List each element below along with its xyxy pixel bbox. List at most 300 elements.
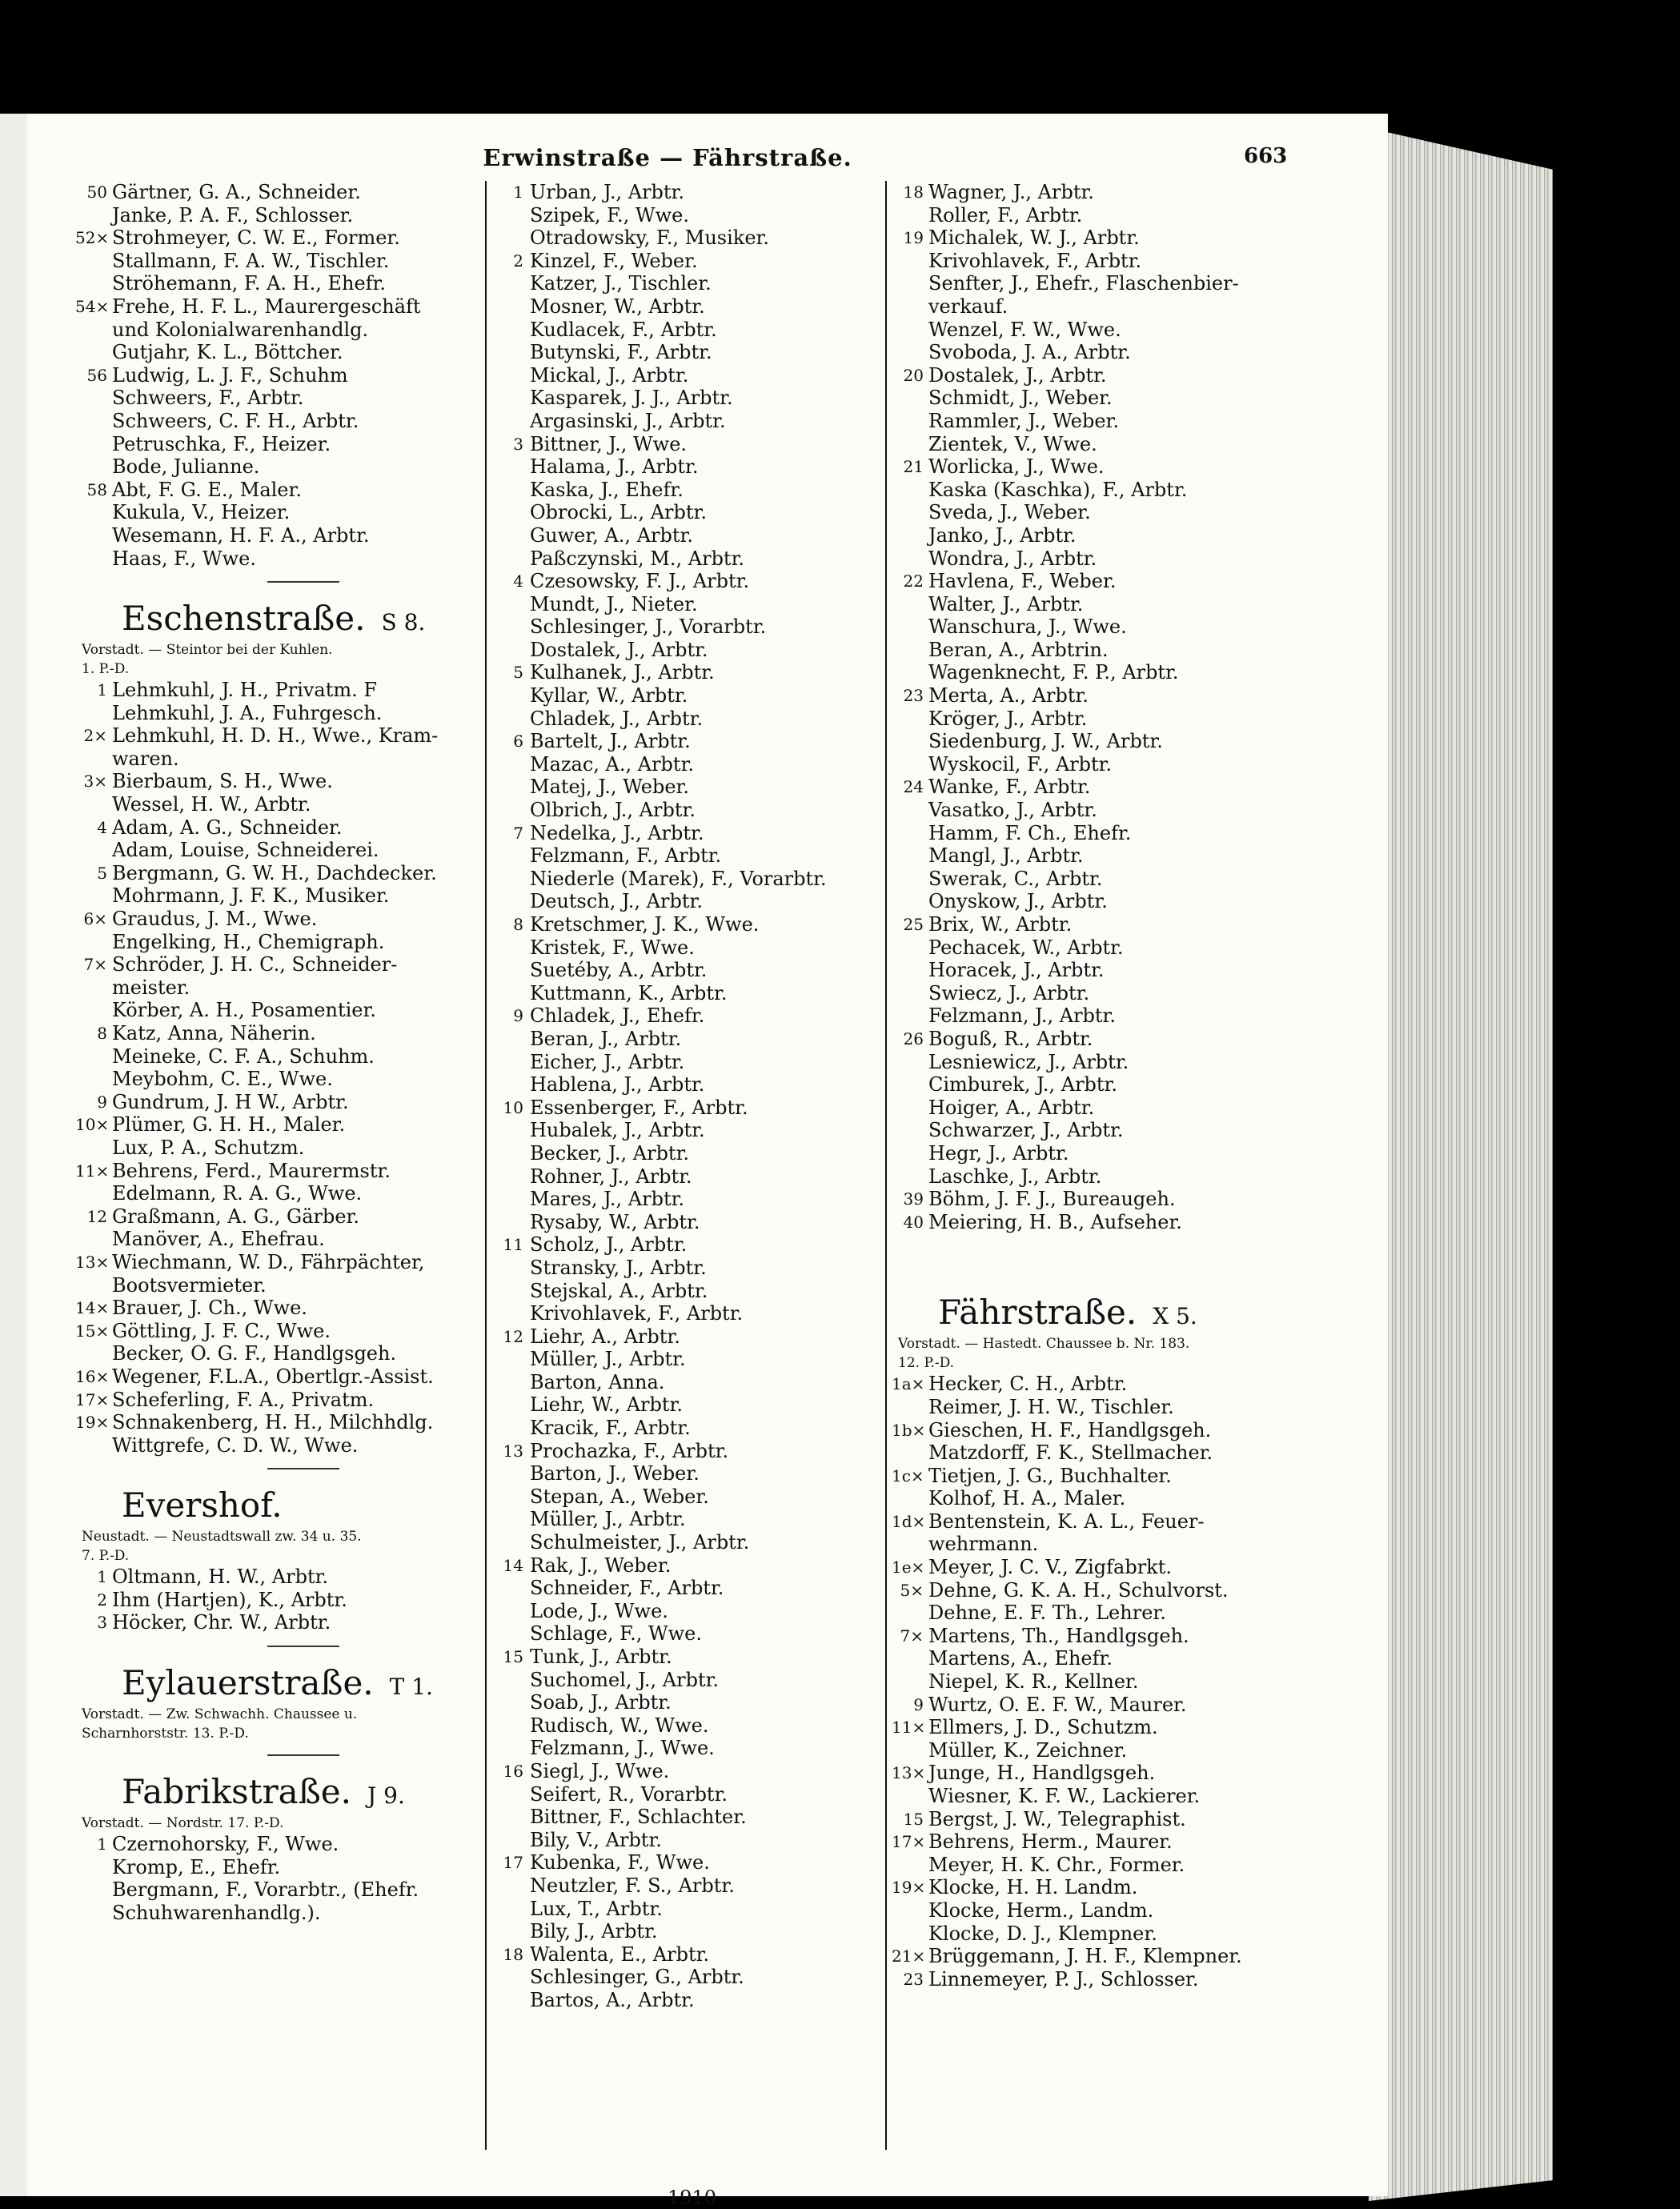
directory-entry — [75, 1833, 503, 1856]
house-number — [892, 479, 928, 502]
directory-entry — [892, 1373, 1308, 1396]
resident-text: Rysaby, W., Arbtr. — [530, 1210, 700, 1233]
resident-text: Obrocki, L., Arbtr. — [530, 501, 707, 524]
house-number: 8 — [97, 1024, 107, 1043]
directory-entry — [491, 1051, 924, 1074]
resident-text: Gieschen, H. F., Handlgsgeh. — [928, 1418, 1212, 1441]
house-number — [491, 410, 528, 433]
resident-text: Kukula, V., Heizer. — [112, 501, 291, 524]
resident-text: Klocke, H. H. Landm. — [928, 1876, 1138, 1899]
house-number — [491, 455, 528, 479]
directory-entry — [892, 410, 1308, 433]
directory-entry — [892, 615, 1308, 639]
resident-text: Rohner, J., Arbtr. — [530, 1165, 692, 1188]
street-location-note: Vorstadt. — Nordstr. 17. P.-D. — [82, 1815, 284, 1832]
resident-text: Olbrich, J., Arbtr. — [530, 799, 696, 822]
house-number — [491, 1577, 528, 1600]
resident-text: Müller, J., Arbtr. — [530, 1508, 686, 1531]
directory-entry — [491, 295, 924, 319]
directory-entry — [75, 1566, 503, 1589]
house-number: 21 — [903, 457, 924, 477]
house-number: 7 — [513, 823, 523, 843]
resident-text: Wagner, J., Arbtr. — [928, 181, 1094, 203]
resident-text: Schweers, C. F. H., Arbtr. — [112, 409, 359, 432]
directory-entry — [892, 1854, 1308, 1877]
directory-entry — [892, 547, 1308, 571]
directory-entry — [892, 341, 1308, 364]
directory-entry — [892, 1556, 1308, 1579]
directory-entry — [491, 1806, 924, 1829]
house-number: 21× — [892, 1946, 926, 1966]
directory-entry — [491, 1874, 924, 1898]
house-number: 10 — [503, 1097, 523, 1117]
house-number — [491, 753, 528, 776]
directory-entry — [892, 250, 1308, 273]
resident-text: Czesowsky, F. J., Arbtr. — [530, 570, 750, 593]
resident-text: Brüggemann, J. H. F., Klempner. — [928, 1945, 1242, 1968]
directory-entry — [892, 913, 1308, 936]
house-number — [892, 822, 928, 845]
resident-text: Otradowsky, F., Musiker. — [530, 227, 769, 250]
house-number — [75, 1228, 112, 1251]
house-number — [491, 1508, 528, 1531]
directory-entry — [491, 1073, 924, 1096]
directory-entry — [75, 341, 503, 364]
directory-entry — [491, 730, 924, 753]
house-number: 52× — [75, 228, 110, 248]
house-number — [491, 1119, 528, 1142]
resident-text: Schlage, F., Wwe. — [530, 1622, 702, 1646]
resident-text: Havlena, F., Weber. — [928, 570, 1117, 593]
directory-entry — [892, 661, 1308, 684]
house-number — [892, 844, 928, 868]
house-number: 11 — [503, 1235, 523, 1255]
house-number — [491, 1669, 528, 1692]
house-number — [491, 1806, 528, 1829]
directory-entry — [892, 1096, 1308, 1120]
house-number — [491, 1691, 528, 1714]
resident-text: Meineke, C. F. A., Schuhm. — [112, 1044, 375, 1068]
directory-entry — [892, 387, 1308, 410]
resident-text: Lux, T., Arbtr. — [530, 1897, 663, 1920]
house-number — [491, 1622, 528, 1646]
directory-entry — [491, 1417, 924, 1440]
resident-text: Ellmers, J. D., Schutzm. — [928, 1716, 1158, 1739]
street-location-note: 7. P.-D. — [82, 1548, 130, 1565]
street-grid-ref: X 5. — [1153, 1303, 1197, 1330]
resident-text: Lehmkuhl, J. A., Fuhrgesch. — [112, 701, 383, 724]
directory-entry — [75, 1113, 503, 1137]
house-number: 1b× — [892, 1420, 926, 1440]
house-number — [75, 455, 112, 479]
house-number: 9 — [97, 1092, 107, 1112]
house-number: 9 — [513, 1006, 523, 1026]
directory-entry — [892, 1694, 1308, 1717]
resident-text: Petruschka, F., Heizer. — [112, 432, 331, 455]
page-number: 663 — [1244, 144, 1288, 168]
house-number — [892, 272, 928, 295]
resident-text: Graßmann, A. G., Gärber. — [112, 1205, 359, 1228]
resident-text: Stepan, A., Weber. — [530, 1485, 709, 1508]
resident-text: Horacek, J., Arbtr. — [928, 959, 1105, 982]
house-number: 3 — [513, 434, 523, 454]
house-number — [491, 844, 528, 868]
resident-text: Kuttmann, K., Arbtr. — [530, 981, 728, 1004]
street-grid-ref: S 8. — [381, 609, 426, 636]
house-number — [892, 1602, 928, 1625]
street-location-note: Scharnhorststr. 13. P.-D. — [82, 1726, 249, 1742]
street-name: Eylauerstraße. — [122, 1663, 374, 1703]
house-number: 11× — [892, 1718, 926, 1738]
house-number: 1 — [97, 680, 107, 700]
resident-text: Siegl, J., Wwe. — [530, 1759, 670, 1782]
directory-entry — [75, 364, 503, 387]
resident-text: Beran, A., Arbtrin. — [928, 638, 1109, 661]
house-number — [75, 702, 112, 725]
directory-entry — [892, 1533, 1308, 1556]
house-number — [491, 1188, 528, 1211]
resident-text: Brix, W., Arbtr. — [928, 913, 1073, 936]
resident-text: Chladek, J., Ehefr. — [530, 1004, 705, 1028]
directory-entry — [491, 1898, 924, 1921]
resident-text: Wurtz, O. E. F. W., Maurer. — [928, 1693, 1187, 1716]
directory-entry — [491, 1211, 924, 1234]
resident-text: Graudus, J. M., Wwe. — [112, 908, 318, 931]
house-number — [892, 204, 928, 227]
house-number — [491, 227, 528, 250]
resident-text: Schuhwarenhandlg.). — [112, 1901, 321, 1924]
house-number — [75, 272, 112, 295]
street-heading — [892, 1285, 1308, 1334]
directory-entry — [75, 1589, 503, 1612]
house-number: 17× — [75, 1389, 110, 1409]
resident-text: Niepel, K. R., Kellner. — [928, 1670, 1139, 1694]
directory-entry — [892, 639, 1308, 662]
resident-text: Körber, A. H., Posamentier. — [112, 999, 376, 1022]
resident-text: Krivohlavek, F., Arbtr. — [530, 1302, 744, 1325]
street-location-note: Vorstadt. — Hastedt. Chaussee b. Nr. 183. — [898, 1336, 1190, 1353]
house-number — [892, 799, 928, 822]
resident-text: Behrens, Ferd., Maurermstr. — [112, 1159, 391, 1182]
house-number: 2× — [83, 726, 107, 746]
house-number — [892, 1119, 928, 1142]
house-number: 1d× — [892, 1511, 926, 1531]
house-number: 5 — [97, 863, 107, 883]
directory-entry — [892, 593, 1308, 616]
resident-text: Wanke, F., Arbtr. — [928, 776, 1091, 799]
directory-entry — [892, 1579, 1308, 1602]
resident-text: Frehe, H. F. L., Maurergeschäft — [112, 295, 421, 318]
directory-entry — [75, 1137, 503, 1160]
house-number — [75, 1902, 112, 1925]
resident-text: Gundrum, J. H W., Arbtr. — [112, 1090, 349, 1113]
directory-entry — [75, 1297, 503, 1320]
directory-entry — [75, 1022, 503, 1045]
resident-text: Dostalek, J., Arbtr. — [928, 363, 1107, 387]
resident-text: Walter, J., Arbtr. — [928, 592, 1084, 615]
directory-entry — [491, 1851, 924, 1874]
house-number: 3× — [83, 772, 107, 792]
footer-year: 1910 — [668, 2187, 717, 2209]
house-number: 16 — [503, 1761, 523, 1781]
resident-text: Felzmann, F., Arbtr. — [530, 844, 722, 868]
house-number — [491, 1462, 528, 1485]
directory-entry — [491, 1348, 924, 1371]
resident-text: Kudlacek, F., Arbtr. — [530, 318, 717, 341]
directory-entry — [892, 1922, 1308, 1946]
house-number: 8 — [513, 915, 523, 934]
house-number — [491, 799, 528, 822]
directory-entry — [892, 433, 1308, 456]
house-number — [75, 341, 112, 364]
house-number — [491, 1714, 528, 1738]
house-number — [491, 1966, 528, 1989]
directory-entry — [75, 272, 503, 295]
house-number — [892, 1051, 928, 1074]
resident-text: Felzmann, J., Wwe. — [530, 1737, 715, 1760]
resident-text: Sveda, J., Weber. — [928, 501, 1091, 524]
directory-entry — [491, 822, 924, 845]
house-number: 1 — [513, 182, 523, 202]
house-number — [892, 959, 928, 982]
resident-text: Martens, Th., Handlgsgeh. — [928, 1624, 1189, 1647]
house-number — [892, 250, 928, 273]
house-number — [491, 1829, 528, 1852]
resident-text: Linnemeyer, P. J., Schlosser. — [928, 1967, 1199, 1991]
house-number: 9 — [913, 1694, 924, 1714]
directory-entry — [75, 410, 503, 433]
house-number: 18 — [503, 1944, 523, 1964]
directory-entry — [892, 1830, 1308, 1854]
resident-text: Meybohm, C. E., Wwe. — [112, 1068, 333, 1091]
resident-text: Matzdorff, F. K., Stellmacher. — [928, 1441, 1213, 1465]
directory-entry — [75, 501, 503, 524]
directory-entry — [75, 1205, 503, 1229]
resident-text: Scholz, J., Arbtr. — [530, 1233, 688, 1257]
resident-text: Guwer, A., Arbtr. — [530, 523, 693, 547]
resident-text: Niederle (Marek), F., Vorarbtr. — [530, 867, 827, 890]
resident-text: Laschke, J., Arbtr. — [928, 1165, 1102, 1188]
resident-text: Bartelt, J., Arbtr. — [530, 730, 691, 753]
resident-text: Kröger, J., Arbtr. — [928, 707, 1088, 730]
directory-entry — [491, 799, 924, 822]
house-number — [491, 1783, 528, 1806]
resident-text: Chladek, J., Arbtr. — [530, 707, 704, 730]
directory-entry — [75, 524, 503, 547]
resident-text: Mohrmann, J. F. K., Musiker. — [112, 884, 390, 908]
directory-entry — [75, 1365, 503, 1389]
resident-text: Vasatko, J., Arbtr. — [928, 799, 1097, 822]
resident-text: Reimer, J. H. W., Tischler. — [928, 1395, 1174, 1418]
resident-text: Senfter, J., Ehefr., Flaschenbier- — [928, 272, 1239, 295]
house-number: 7× — [83, 955, 107, 975]
column-middle — [485, 181, 924, 2150]
resident-text: Kolhof, H. A., Maler. — [928, 1487, 1126, 1510]
resident-text: Butynski, F., Arbtr. — [530, 341, 712, 364]
directory-entry — [491, 1691, 924, 1714]
directory-entry — [75, 433, 503, 456]
resident-text: Adam, A. G., Schneider. — [112, 816, 343, 839]
resident-text: Wagenknecht, F. P., Arbtr. — [928, 661, 1179, 684]
directory-entry — [75, 770, 503, 793]
house-number — [75, 1342, 112, 1365]
house-number — [491, 593, 528, 616]
directory-entry — [491, 1622, 924, 1646]
resident-text: Kretschmer, J. K., Wwe. — [530, 913, 760, 936]
house-number — [491, 204, 528, 227]
street-location-note: Neustadt. — Neustadtswall zw. 34 u. 35. — [82, 1529, 362, 1545]
house-number: 17 — [503, 1853, 523, 1873]
resident-text: Onyskow, J., Arbtr. — [928, 890, 1108, 913]
directory-entry — [491, 1783, 924, 1806]
house-number — [491, 639, 528, 662]
directory-entry — [75, 295, 503, 319]
resident-text: Halama, J., Arbtr. — [530, 455, 699, 479]
directory-entry — [491, 890, 924, 913]
resident-text: Soab, J., Arbtr. — [530, 1691, 672, 1714]
directory-entry — [892, 1647, 1308, 1670]
house-number — [491, 615, 528, 639]
directory-entry — [892, 799, 1308, 822]
resident-text: Tietjen, J. G., Buchhalter. — [928, 1464, 1172, 1487]
house-number — [892, 1441, 928, 1465]
directory-entry — [892, 1165, 1308, 1189]
directory-entry — [491, 1554, 924, 1578]
directory-entry — [892, 1945, 1308, 1968]
house-number — [892, 387, 928, 410]
resident-text: Roller, F., Arbtr. — [928, 203, 1083, 227]
resident-text: Hecker, C. H., Arbtr. — [928, 1373, 1128, 1396]
resident-text: Schlesinger, J., Vorarbtr. — [530, 615, 767, 639]
resident-text: Stallmann, F. A. W., Tischler. — [112, 249, 390, 272]
house-number — [892, 1533, 928, 1556]
resident-text: Liehr, W., Arbtr. — [530, 1393, 684, 1417]
house-number — [892, 1739, 928, 1762]
house-number — [75, 387, 112, 410]
column-right — [885, 181, 1308, 2150]
house-number — [892, 936, 928, 960]
house-number — [892, 1487, 928, 1510]
house-number — [491, 684, 528, 708]
resident-text: Wondra, J., Arbtr. — [928, 547, 1097, 570]
directory-entry — [75, 1856, 503, 1879]
resident-text: Wiesner, K. F. W., Lackierer. — [928, 1785, 1201, 1807]
house-number — [491, 524, 528, 547]
directory-entry — [75, 1902, 503, 1925]
directory-entry — [491, 868, 924, 891]
resident-text: Kubenka, F., Wwe. — [530, 1851, 710, 1874]
house-number: 5× — [900, 1580, 924, 1600]
directory-entry — [491, 1943, 924, 1966]
resident-text: Wittgrefe, C. D. W., Wwe. — [112, 1433, 359, 1457]
section-divider — [267, 581, 339, 583]
resident-text: Zientek, V., Wwe. — [928, 432, 1097, 455]
directory-entry — [491, 1325, 924, 1349]
directory-entry — [491, 593, 924, 616]
resident-text: Gärtner, G. A., Schneider. — [112, 181, 361, 203]
directory-entry — [892, 272, 1308, 295]
directory-entry — [892, 890, 1308, 913]
house-number — [75, 433, 112, 456]
resident-text: Manöver, A., Ehefrau. — [112, 1228, 325, 1251]
resident-text: Krivohlavek, F., Arbtr. — [928, 249, 1142, 272]
directory-entry — [892, 1073, 1308, 1096]
resident-text: Walenta, E., Arbtr. — [530, 1942, 710, 1966]
resident-text: Schulmeister, J., Arbtr. — [530, 1531, 750, 1554]
resident-text: Wesemann, H. F. A., Arbtr. — [112, 523, 370, 547]
directory-entry — [75, 387, 503, 410]
directory-entry — [892, 319, 1308, 342]
house-number — [491, 1485, 528, 1509]
resident-text: Worlicka, J., Wwe. — [928, 455, 1105, 479]
resident-text: Rak, J., Weber. — [530, 1554, 672, 1577]
house-number — [491, 1051, 528, 1074]
directory-entry — [491, 615, 924, 639]
directory-entry — [892, 844, 1308, 868]
directory-entry — [491, 410, 924, 433]
resident-text: Bode, Julianne. — [112, 455, 260, 479]
house-number — [892, 593, 928, 616]
directory-entry — [892, 501, 1308, 524]
house-number — [75, 1856, 112, 1879]
directory-entry — [491, 1989, 924, 2012]
resident-text: und Kolonialwarenhandlg. — [112, 318, 369, 341]
house-number — [491, 1989, 528, 2012]
house-number: 1c× — [892, 1465, 924, 1485]
house-number — [75, 250, 112, 273]
house-number: 15× — [75, 1321, 110, 1341]
house-number — [75, 1045, 112, 1068]
directory-entry — [75, 748, 503, 771]
resident-text: Bootsvermieter. — [112, 1273, 267, 1297]
directory-entry — [892, 1762, 1308, 1785]
directory-entry — [491, 387, 924, 410]
section-divider — [267, 1754, 339, 1756]
resident-text: Neutzler, F. S., Arbtr. — [530, 1874, 735, 1897]
resident-text: Klocke, D. J., Klempner. — [928, 1922, 1157, 1945]
directory-entry — [491, 250, 924, 273]
directory-entry — [491, 455, 924, 479]
directory-entry — [491, 204, 924, 227]
previous-page-edge — [0, 114, 30, 2196]
house-number — [892, 1073, 928, 1096]
house-number — [892, 433, 928, 456]
house-number — [75, 319, 112, 342]
resident-text: Wanschura, J., Wwe. — [928, 615, 1127, 639]
directory-entry — [892, 730, 1308, 753]
directory-entry — [892, 1510, 1308, 1533]
resident-text: Swerak, C., Arbtr. — [928, 867, 1103, 890]
resident-text: Matej, J., Weber. — [530, 776, 690, 799]
resident-text: verkauf. — [928, 295, 1008, 318]
resident-text: Schmidt, J., Weber. — [928, 387, 1113, 410]
directory-entry — [491, 1142, 924, 1165]
resident-text: Schweers, F., Arbtr. — [112, 387, 304, 410]
resident-text: Ludwig, L. J. F., Schuhm — [112, 363, 348, 387]
directory-entry — [892, 1602, 1308, 1625]
book-page-edges — [1369, 128, 1553, 2201]
directory-entry — [491, 913, 924, 936]
house-number — [892, 319, 928, 342]
house-number — [491, 1920, 528, 1943]
resident-text: Mazac, A., Arbtr. — [530, 752, 695, 776]
house-number — [75, 999, 112, 1022]
house-number: 20 — [903, 365, 924, 385]
directory-entry — [491, 570, 924, 593]
resident-text: Bergmann, F., Vorarbtr., (Ehefr. — [112, 1878, 419, 1902]
directory-entry — [75, 1160, 503, 1183]
directory-entry — [75, 250, 503, 273]
